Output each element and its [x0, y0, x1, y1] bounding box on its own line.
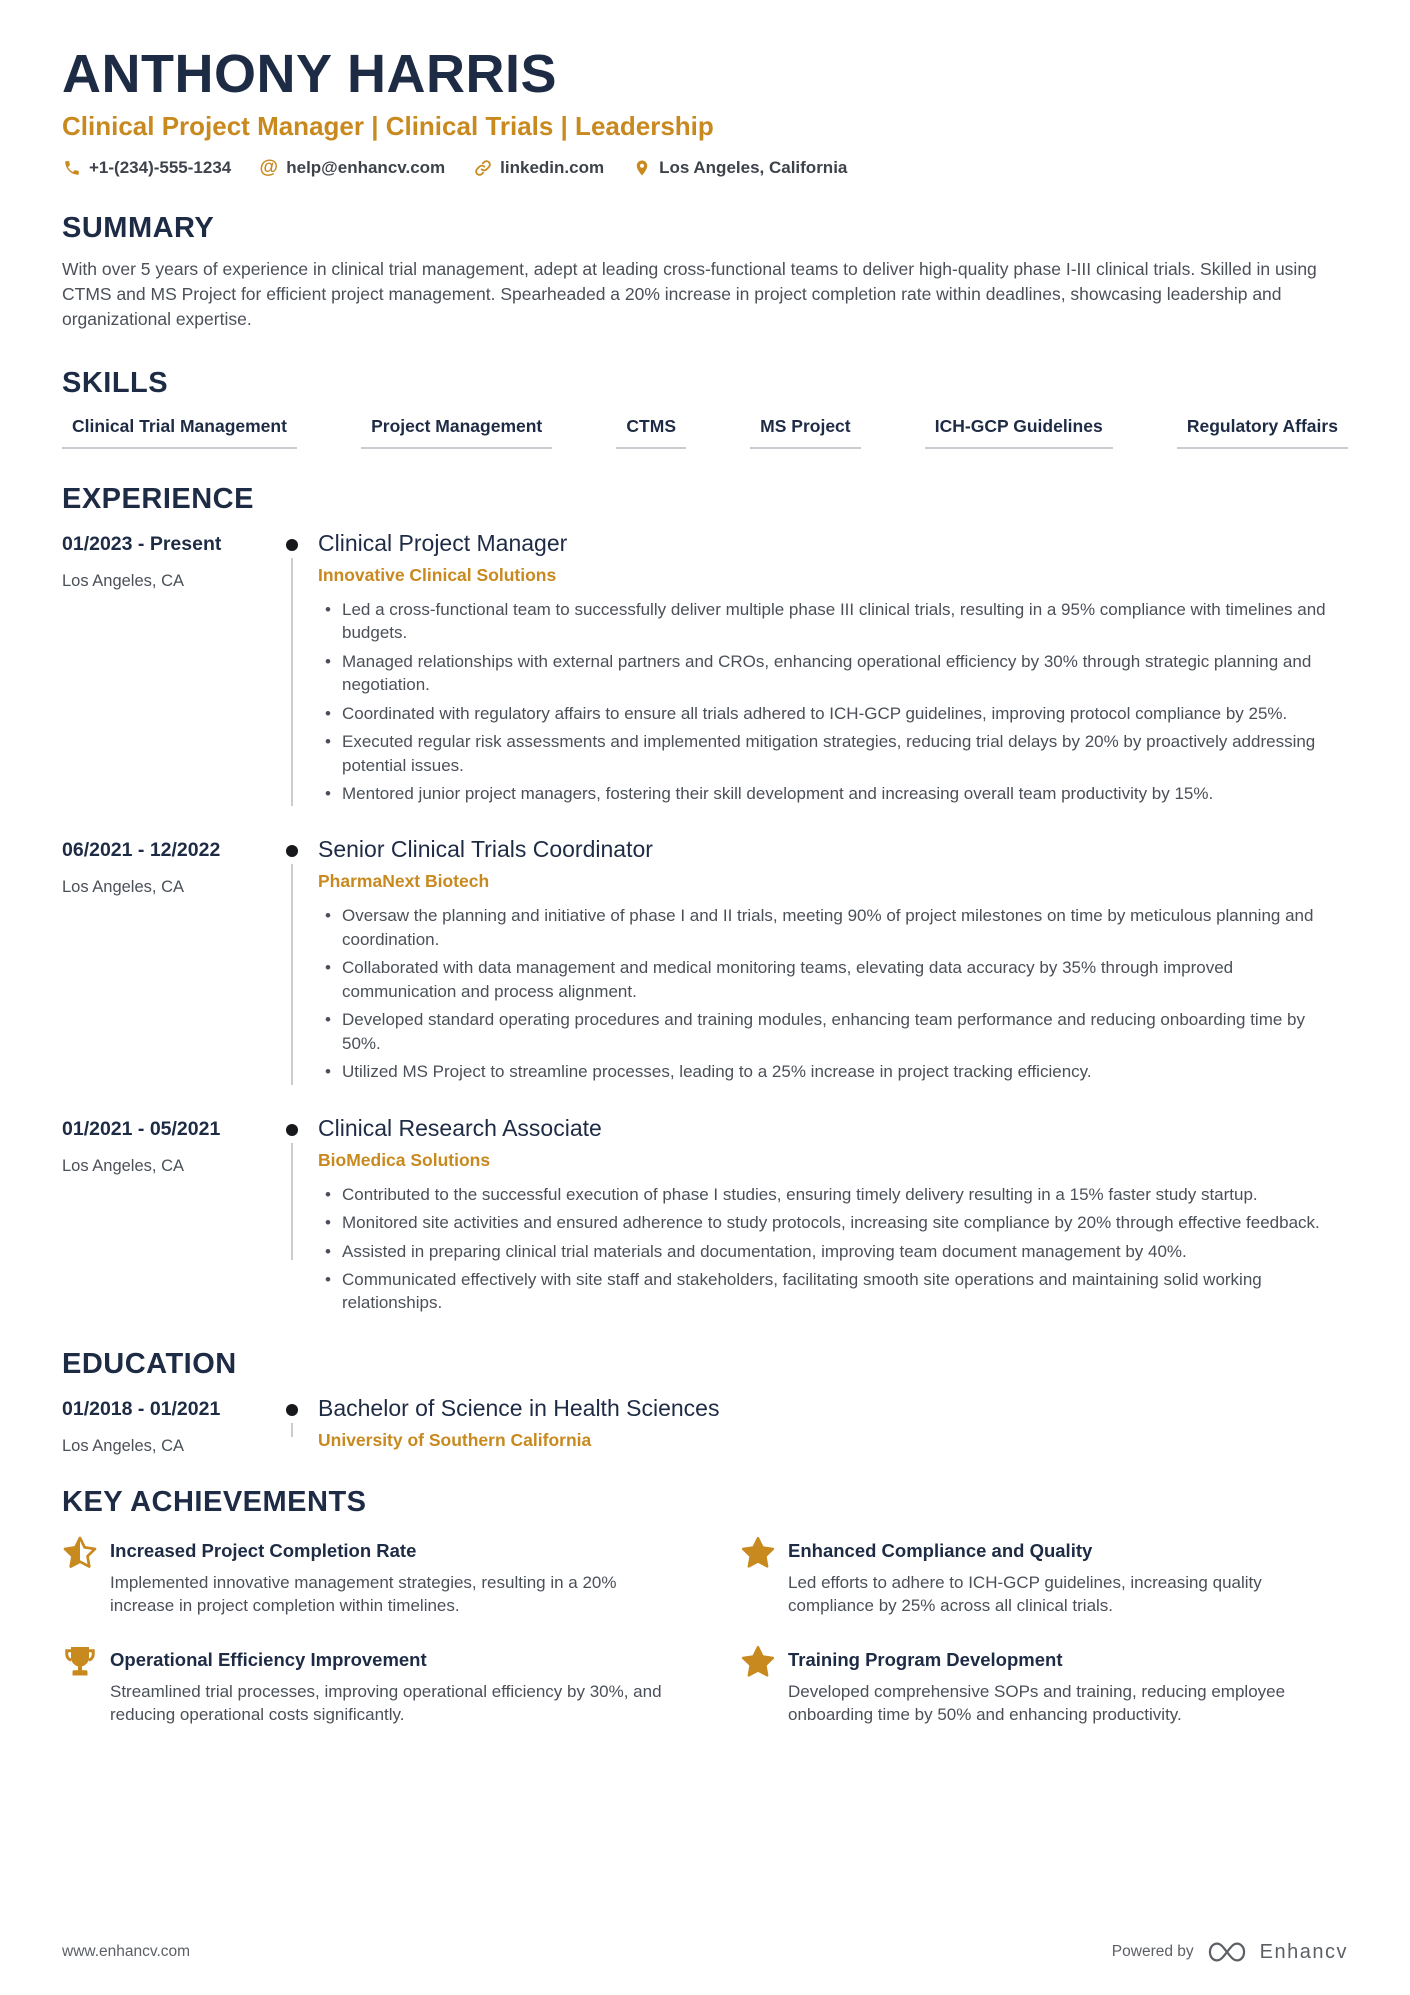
phone-text: +1-(234)-555-1234: [89, 157, 232, 177]
achievement-item: [740, 1644, 1348, 1727]
achievements-section: [62, 1486, 1348, 1727]
timeline: [278, 528, 318, 811]
job-title: Clinical Project Manager: [318, 529, 568, 556]
school-name: University of Southern California: [318, 1429, 592, 1450]
achievement-text: Implemented innovative management strategies, resulting in a 20% increase in project completion within timelines.: [110, 1572, 617, 1616]
bullet-item: • Oversaw the planning and initiative of phase I and II trials, meeting 90% of project milestones on time by meticulous planning and coordination.: [318, 904, 1348, 951]
link-icon: [473, 158, 492, 177]
site-link[interactable]: www.enhancv.com: [62, 1943, 191, 1960]
achievement-title: Increased Project Completion Rate: [110, 1539, 417, 1561]
summary-heading: SUMMARY: [62, 211, 215, 244]
entry-location: Los Angeles, CA: [62, 1436, 184, 1455]
star-icon: [740, 1644, 788, 1727]
achievement-text: Streamlined trial processes, improving operational efficiency by 30%, and reducing operational costs significantly.: [110, 1681, 662, 1725]
bullet-item: • Mentored junior project managers, fostering their skill development and increasing overall team productivity by 15%.: [318, 782, 1348, 805]
skill-item: MS Project: [750, 416, 860, 449]
page-footer: [62, 1939, 1348, 1965]
location-text: Los Angeles, California: [659, 157, 848, 177]
experience-entry: [62, 834, 1348, 1088]
entry-dates: 01/2023 - Present: [62, 532, 222, 555]
experience-section: [62, 483, 1348, 1320]
enhancv-logo-icon: [1206, 1939, 1248, 1965]
star-icon: [740, 1535, 788, 1618]
bullet-item: • Managed relationships with external partners and CROs, enhancing operational efficiency by 30% through strategic planning and negotiation.: [318, 650, 1348, 697]
entry-meta: [62, 528, 278, 811]
summary-text: With over 5 years of experience in clinical trial management, adept at leading cross-functional teams to deliver high-quality phase I-III clinical trials. Skilled in using CTMS and MS Project for efficient project management. Spearheaded a 20% increase in project completion rate within deadlines, showcasing leadership and organizational expertise.: [62, 258, 1317, 330]
phone-contact[interactable]: [62, 158, 231, 178]
achievement-item: [62, 1535, 670, 1618]
achievement-text: Led efforts to adhere to ICH-GCP guidelines, increasing quality compliance by 25% across all clinical trials.: [788, 1572, 1262, 1616]
contact-row: [62, 158, 1348, 178]
job-bullets: [318, 904, 1348, 1083]
education-section: [62, 1348, 1348, 1456]
entry-location: Los Angeles, CA: [62, 878, 184, 897]
experience-heading: EXPERIENCE: [62, 482, 254, 515]
entry-dates: 06/2021 - 12/2022: [62, 839, 221, 862]
email-text: help@enhancv.com: [286, 157, 446, 177]
achievement-title: Training Program Development: [788, 1648, 1063, 1670]
entry-dates: 01/2021 - 05/2021: [62, 1117, 221, 1140]
education-heading: EDUCATION: [62, 1347, 237, 1380]
experience-entry: [62, 528, 1348, 811]
resume-header: [62, 46, 1348, 178]
entry-meta: [62, 834, 278, 1088]
linkedin-contact[interactable]: [473, 158, 604, 178]
powered-by-label: Powered by: [1111, 1943, 1194, 1960]
bullet-item: • Utilized MS Project to streamline processes, leading to a 25% increase in project tracking efficiency.: [318, 1060, 1348, 1083]
bullet-item: • Developed standard operating procedures and training modules, enhancing team performance and reducing onboarding time by 50%.: [318, 1008, 1348, 1055]
bullet-item: • Collaborated with data management and medical monitoring teams, elevating data accuracy by 35% through improved communication and process alignment.: [318, 956, 1348, 1003]
location-icon: [632, 158, 651, 177]
timeline-dot-icon: [286, 539, 298, 551]
achievement-item: [62, 1644, 670, 1727]
bullet-item: • Executed regular risk assessments and implemented mitigation strategies, reducing trial delays by 20% by proactively addressing potential issues.: [318, 730, 1348, 777]
trophy-icon: [62, 1644, 110, 1727]
entry-body: [318, 1393, 1348, 1456]
skill-item: Clinical Trial Management: [62, 416, 297, 449]
experience-entry: [62, 1113, 1348, 1320]
achievements-heading: KEY ACHIEVEMENTS: [62, 1485, 367, 1518]
bullet-item: • Monitored site activities and ensured adherence to study protocols, increasing site compliance by 20% through effective feedback.: [318, 1211, 1348, 1234]
entry-body: [318, 1113, 1348, 1320]
powered-by-link[interactable]: [1112, 1939, 1348, 1965]
achievement-title: Operational Efficiency Improvement: [110, 1648, 427, 1670]
timeline-line: [291, 1423, 293, 1437]
timeline-line: [291, 1143, 293, 1260]
summary-section: [62, 212, 1348, 333]
email-contact[interactable]: [259, 158, 445, 178]
candidate-headline: Clinical Project Manager | Clinical Trials | Leadership: [62, 110, 714, 141]
job-bullets: [318, 598, 1348, 806]
bullet-item: • Led a cross-functional team to successfully deliver multiple phase III clinical trials, resulting in a 95% compliance with timelines and budgets.: [318, 598, 1348, 645]
timeline-dot-icon: [286, 1404, 298, 1416]
skill-item: Project Management: [361, 416, 552, 449]
candidate-name: ANTHONY HARRIS: [62, 44, 558, 104]
job-bullets: [318, 1183, 1348, 1315]
skill-item: Regulatory Affairs: [1177, 416, 1348, 449]
achievement-body: [110, 1644, 670, 1727]
entry-meta: [62, 1113, 278, 1320]
achievement-title: Enhanced Compliance and Quality: [788, 1539, 1093, 1561]
half-star-icon: [62, 1535, 110, 1618]
timeline: [278, 1393, 318, 1456]
skill-item: CTMS: [616, 416, 686, 449]
skills-section: [62, 367, 1348, 449]
bullet-item: • Contributed to the successful execution of phase I studies, ensuring timely delivery resulting in a 15% faster study startup.: [318, 1183, 1348, 1206]
achievement-body: [788, 1535, 1348, 1618]
entry-body: [318, 834, 1348, 1088]
timeline-dot-icon: [286, 845, 298, 857]
achievement-body: [788, 1644, 1348, 1727]
achievement-text: Developed comprehensive SOPs and training, reducing employee onboarding time by 50% and enhancing productivity.: [788, 1681, 1286, 1725]
education-entry: [62, 1393, 1348, 1456]
achievements-grid: [62, 1535, 1348, 1727]
skill-item: ICH-GCP Guidelines: [925, 416, 1113, 449]
skills-row: [62, 416, 1348, 449]
timeline: [278, 1113, 318, 1320]
job-title: Clinical Research Associate: [318, 1114, 602, 1141]
skills-heading: SKILLS: [62, 366, 169, 399]
entry-meta: [62, 1393, 278, 1456]
bullet-item: • Coordinated with regulatory affairs to ensure all trials adhered to ICH-GCP guidelines, improving protocol compliance by 25%.: [318, 702, 1348, 725]
degree-title: Bachelor of Science in Health Sciences: [318, 1394, 720, 1421]
achievement-body: [110, 1535, 670, 1618]
at-icon: @: [259, 157, 278, 179]
brand-name: Enhancv: [1259, 1940, 1348, 1963]
job-company: PharmaNext Biotech: [318, 871, 490, 892]
timeline-dot-icon: [286, 1124, 298, 1136]
job-company: Innovative Clinical Solutions: [318, 564, 557, 585]
entry-location: Los Angeles, CA: [62, 1156, 184, 1175]
bullet-item: • Communicated effectively with site staff and stakeholders, facilitating smooth site operations and maintaining solid working relationships.: [318, 1268, 1348, 1315]
timeline-line: [291, 558, 293, 807]
entry-dates: 01/2018 - 01/2021: [62, 1397, 221, 1420]
phone-icon: [62, 158, 81, 177]
timeline: [278, 834, 318, 1088]
bullet-item: • Assisted in preparing clinical trial materials and documentation, improving team document management by 40%.: [318, 1240, 1348, 1263]
job-company: BioMedica Solutions: [318, 1149, 491, 1170]
timeline-line: [291, 864, 293, 1084]
entry-body: [318, 528, 1348, 811]
location-contact: [632, 158, 847, 178]
job-title: Senior Clinical Trials Coordinator: [318, 836, 653, 863]
achievement-item: [740, 1535, 1348, 1618]
linkedin-text: linkedin.com: [500, 157, 605, 177]
entry-location: Los Angeles, CA: [62, 571, 184, 590]
